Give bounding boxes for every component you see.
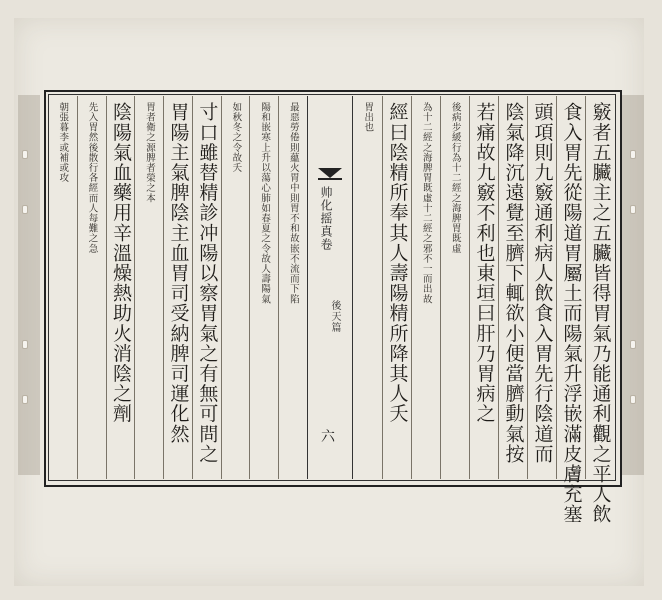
text-column: [163, 96, 192, 479]
binding-hole: [22, 205, 28, 214]
text-column: [106, 96, 135, 479]
left-half-page: [48, 96, 307, 479]
text-column: [498, 96, 527, 479]
binding-hole: [630, 150, 636, 159]
binding-hole: [630, 395, 636, 404]
column-text: 先入胃然後散行各經而人每難之急: [86, 102, 98, 254]
text-column: [353, 96, 382, 479]
page-number: 六: [321, 429, 335, 445]
text-column: [134, 96, 163, 479]
column-text: 若痛故九竅不利也東垣曰肝乃胃病之: [473, 102, 496, 424]
text-column: [556, 96, 585, 525]
binding-hole: [22, 340, 28, 349]
right-half-page: [353, 96, 614, 525]
binding-hole: [630, 340, 636, 349]
column-text: 胃出也: [362, 102, 374, 133]
book-title: 帅化摇真卷: [319, 186, 333, 251]
column-text: 寸口雖替精診冲陽以察胃氣之有無可問之: [196, 102, 219, 464]
column-text: 陰氣降沉遠覺至臍下輒欲小便當臍動氣按: [502, 102, 525, 464]
binding-hole: [630, 205, 636, 214]
binding-hole: [22, 150, 28, 159]
text-column: [278, 96, 307, 479]
text-column: [192, 96, 221, 479]
column-text: 陽和嵌寒上升以蕩心肺如春夏之令故人壽陽氣: [259, 102, 271, 304]
column-text: 經曰陰精所奉其人壽陽精所降其人夭: [386, 102, 409, 424]
fish-tail-bar: [318, 178, 342, 180]
center-fold-column: [307, 96, 353, 479]
text-column: [469, 96, 498, 479]
column-text: 如秋冬之令故夭: [230, 102, 242, 173]
text-column: [77, 96, 106, 479]
column-text: 為十二經之海脾胃既虛十二經之邪不一而出故: [420, 102, 432, 304]
text-column: [221, 96, 250, 479]
column-text: 頭項則九竅通利病人飲食入胃先行陰道而: [531, 102, 554, 464]
fish-tail-mark: [318, 168, 342, 178]
text-column: [585, 96, 614, 525]
text-column: [411, 96, 440, 479]
text-column: [48, 96, 77, 479]
column-text: 最惡勞倦則蘊火胃中則胃不和故嵌不流而下陷: [287, 102, 299, 304]
text-column: [527, 96, 556, 479]
text-column: [440, 96, 469, 479]
column-text: 竅者五臟主之五臟皆得胃氣乃能通利觀之平人飲: [589, 102, 612, 525]
text-column: [249, 96, 278, 479]
column-text: 陰陽氣血藥用辛溫燥熱助火消陰之劑: [110, 102, 133, 424]
chapter-title: 後天篇: [329, 300, 340, 333]
text-column: [382, 96, 411, 479]
column-text: 食入胃先從陽道胃屬土而陽氣升浮嵌滿皮膚充塞: [560, 102, 583, 525]
column-text: 胃陽主氣脾陰主血胃司受納脾司運化然: [167, 102, 190, 444]
column-text: 後病步緩行為十二經之海脾胃既虛: [449, 102, 461, 254]
column-text: 胃者衛之源脾者榮之本: [144, 102, 156, 203]
binding-hole: [22, 395, 28, 404]
column-text: 朝張暮李或補或攻: [57, 102, 69, 183]
